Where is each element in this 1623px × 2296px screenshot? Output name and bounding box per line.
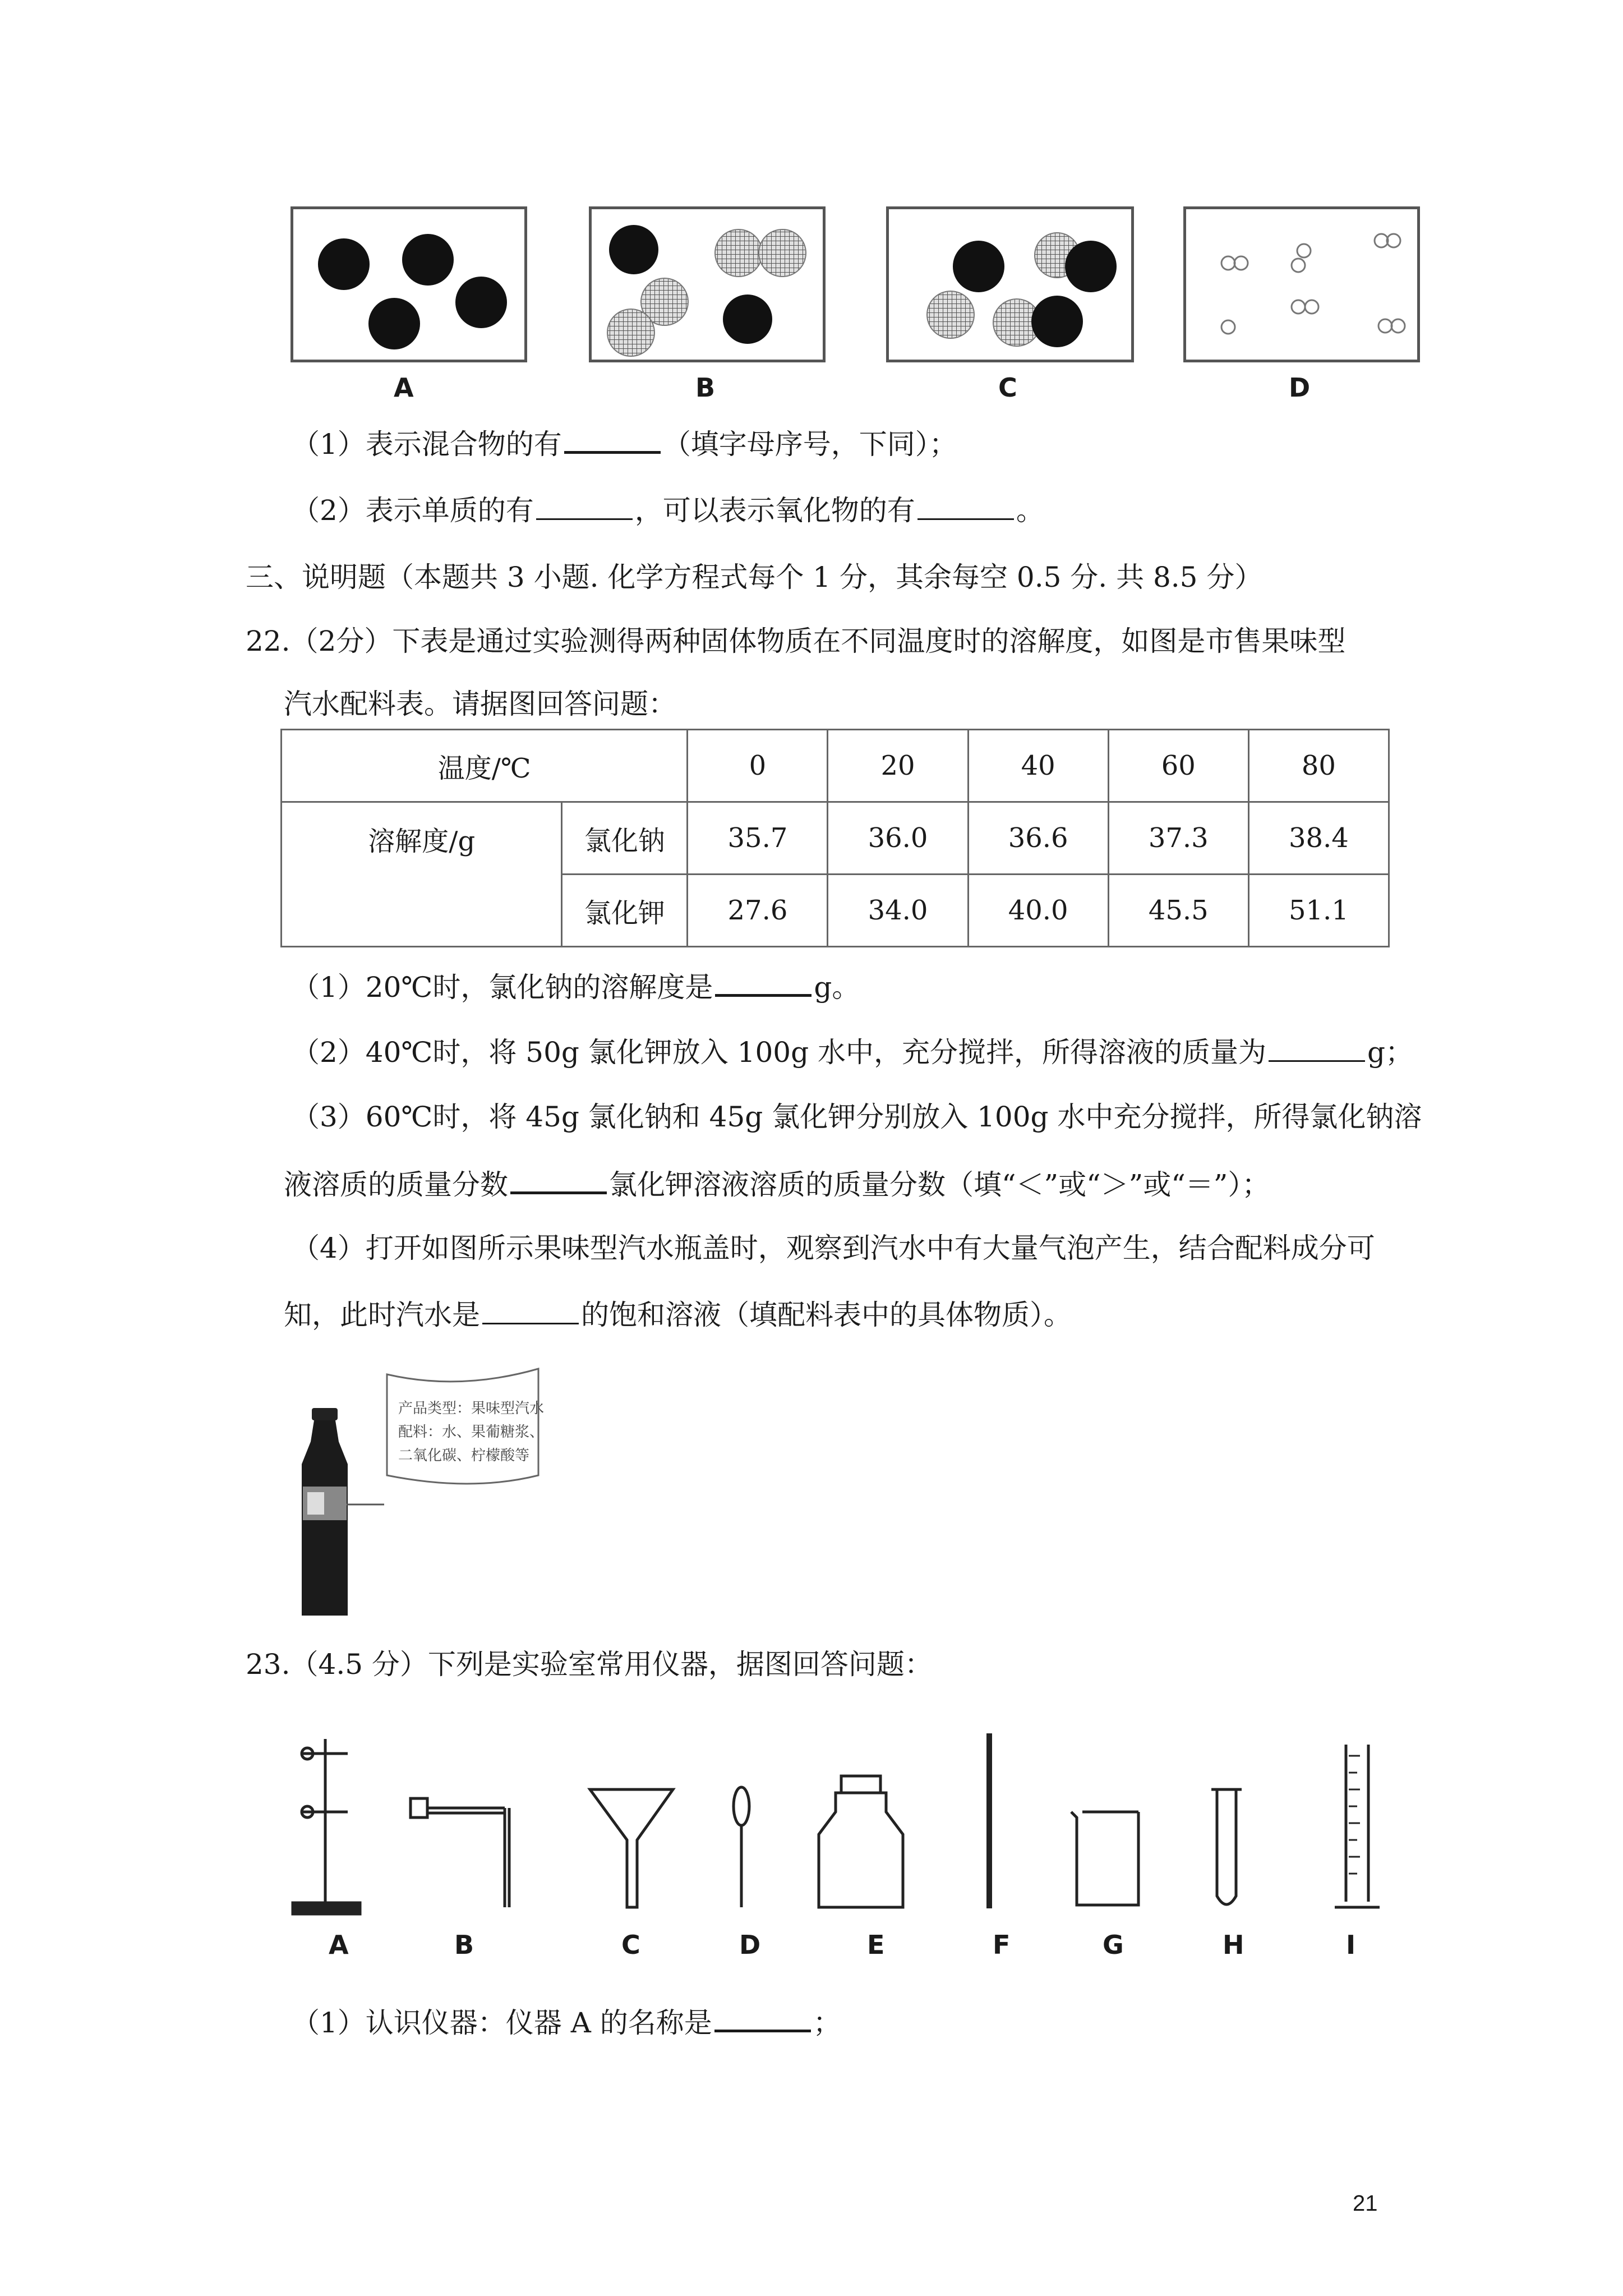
q21-part1-prefix: （1）表示混合物的有 (292, 428, 562, 461)
particle-diagram-a (291, 206, 527, 362)
q21-part1-suffix: （填字母序号，下同）； (662, 428, 957, 461)
q22-part4-prefix: 知，此时汽水是 (284, 1299, 480, 1331)
q22-part1-suffix: g。 (814, 971, 860, 1004)
lab-apparatus-row (280, 1722, 1402, 1924)
q21-part1-blank[interactable] (564, 422, 661, 454)
q23-part1-prefix: （1）认识仪器：仪器 A 的名称是 (292, 2007, 712, 2039)
diagram-label-c: C (998, 372, 1017, 403)
lab-apparatus-drawing (280, 1722, 1402, 1924)
q22-part2-blank[interactable] (1269, 1031, 1365, 1062)
q22-intro-line2: 汽水配料表。请据图回答问题： (284, 688, 676, 720)
particle-diagram-a-drawing (293, 209, 524, 360)
q22-part2-prefix: （2）40℃时，将 50g 氯化钾放入 100g 水中，充分搅拌，所得溶液的质量为 (292, 1036, 1267, 1069)
solubility-cell: 36.6 (968, 802, 1108, 875)
solubility-cell: 40.0 (968, 875, 1108, 947)
page-number: 21 (1353, 2191, 1378, 2216)
apparatus-label-f: F (993, 1930, 1011, 1960)
diagram-label-d: D (1289, 372, 1311, 403)
q22-part2 (292, 1031, 1413, 1072)
apparatus-label-c: C (621, 1930, 640, 1960)
temp-cell: 0 (688, 730, 828, 802)
funnel-icon (590, 1789, 673, 1907)
apparatus-label-b: B (454, 1930, 474, 1960)
q22-part1-prefix: （1）20℃时，氯化钠的溶解度是 (292, 971, 713, 1004)
solubility-cell: 37.3 (1108, 802, 1248, 875)
label-line-2: 配料：水、果葡糖浆、 (398, 1424, 545, 1441)
apparatus-label-g: G (1103, 1930, 1124, 1960)
diagram-label-b: B (695, 372, 716, 403)
q22-part1-blank[interactable] (715, 965, 811, 997)
q22-part4-blank[interactable] (482, 1294, 579, 1324)
q22-part3-blank[interactable] (510, 1162, 607, 1194)
temp-cell: 20 (828, 730, 968, 802)
temp-header: 温度/℃ (282, 730, 688, 802)
q21-part2-suffix: 。 (1016, 494, 1044, 527)
soda-bottle-illustration (292, 1358, 606, 1621)
q22-part3-line2 (284, 1162, 1270, 1204)
solubility-cell: 45.5 (1108, 875, 1248, 947)
q22-part4-suffix: 的饱和溶液（填配料表中的具体物质）。 (581, 1299, 1072, 1331)
q21-part2-blank2[interactable] (917, 489, 1014, 520)
solubility-cell: 38.4 (1248, 802, 1389, 875)
q23-part1-suffix: ； (813, 2007, 841, 2039)
diagram-label-a: A (394, 372, 414, 403)
q22-part1 (292, 965, 860, 1007)
q22-part3-prefix: 液溶质的质量分数 (284, 1168, 508, 1201)
q21-part2-blank1[interactable] (536, 489, 633, 520)
solubility-cell: 51.1 (1248, 875, 1389, 947)
q23-part1 (292, 2000, 841, 2042)
q23-part1-blank[interactable] (714, 2000, 811, 2032)
solubility-header: 溶解度/g (282, 802, 562, 947)
q22-part2-suffix: g； (1367, 1036, 1414, 1069)
dropper-icon (734, 1787, 749, 1907)
q22-intro-line1: 22.（2分）下表是通过实验测得两种固体物质在不同温度时的溶解度，如图是市售果味型 (246, 625, 1346, 657)
temp-cell: 40 (968, 730, 1108, 802)
apparatus-label-a: A (329, 1930, 349, 1960)
q21-part2 (292, 489, 1044, 530)
table-row-nacl (282, 802, 1389, 875)
apparatus-label-i: I (1346, 1930, 1356, 1960)
solubility-table (280, 729, 1390, 947)
iron-stand-icon (293, 1739, 360, 1914)
test-tube-icon (1211, 1789, 1242, 1904)
label-line-1: 产品类型：果味型汽水 (398, 1400, 545, 1417)
apparatus-label-e: E (867, 1930, 885, 1960)
particle-diagram-b-drawing (592, 209, 823, 360)
q22-part4-line2 (284, 1294, 1072, 1335)
solubility-cell: 34.0 (828, 875, 968, 947)
temp-cell: 80 (1248, 730, 1389, 802)
solubility-cell: 35.7 (688, 802, 828, 875)
table-row-temperature (282, 730, 1389, 802)
solubility-cell: 27.6 (688, 875, 828, 947)
q21-part2-middle: ，可以表示氧化物的有 (634, 494, 915, 527)
particle-diagram-d (1183, 206, 1420, 362)
particle-diagram-b (589, 206, 826, 362)
particle-diagram-c (886, 206, 1134, 362)
temp-cell: 60 (1108, 730, 1248, 802)
apparatus-label-h: H (1223, 1930, 1244, 1960)
apparatus-label-d: D (739, 1930, 761, 1960)
q22-part3-line1: （3）60℃时，将 45g 氯化钠和 45g 氯化钾分别放入 100g 水中充分搅拌，所得氯化钠溶 (292, 1101, 1422, 1133)
label-line-3: 二氧化碳、柠檬酸等 (398, 1447, 530, 1464)
q22-part3-suffix: 氯化钾溶液溶质的质量分数（填“＜”或“＞”或“＝”）； (609, 1168, 1270, 1201)
solubility-cell: 36.0 (828, 802, 968, 875)
substance-name: 氯化钾 (562, 875, 688, 947)
section3-heading: 三、说明题（本题共 3 小题. 化学方程式每个 1 分，其余每空 0.5 分. 共 8.5 分） (246, 561, 1263, 593)
q22-part4-line1: （4）打开如图所示果味型汽水瓶盖时，观察到汽水中有大量气泡产生，结合配料成分可 (292, 1232, 1375, 1264)
beaker-icon (1071, 1812, 1138, 1905)
reagent-bottle-icon (819, 1776, 903, 1907)
measuring-cylinder-icon (1335, 1745, 1380, 1907)
q21-part2-prefix: （2）表示单质的有 (292, 494, 534, 527)
q21-part1 (292, 422, 957, 464)
particle-diagram-c-drawing (889, 209, 1131, 360)
substance-name: 氯化钠 (562, 802, 688, 875)
particle-diagram-d-drawing (1186, 209, 1417, 360)
q23-intro: 23.（4.5 分）下列是实验室常用仪器，据图回答问题： (246, 1648, 933, 1681)
delivery-tube-icon (411, 1798, 509, 1907)
